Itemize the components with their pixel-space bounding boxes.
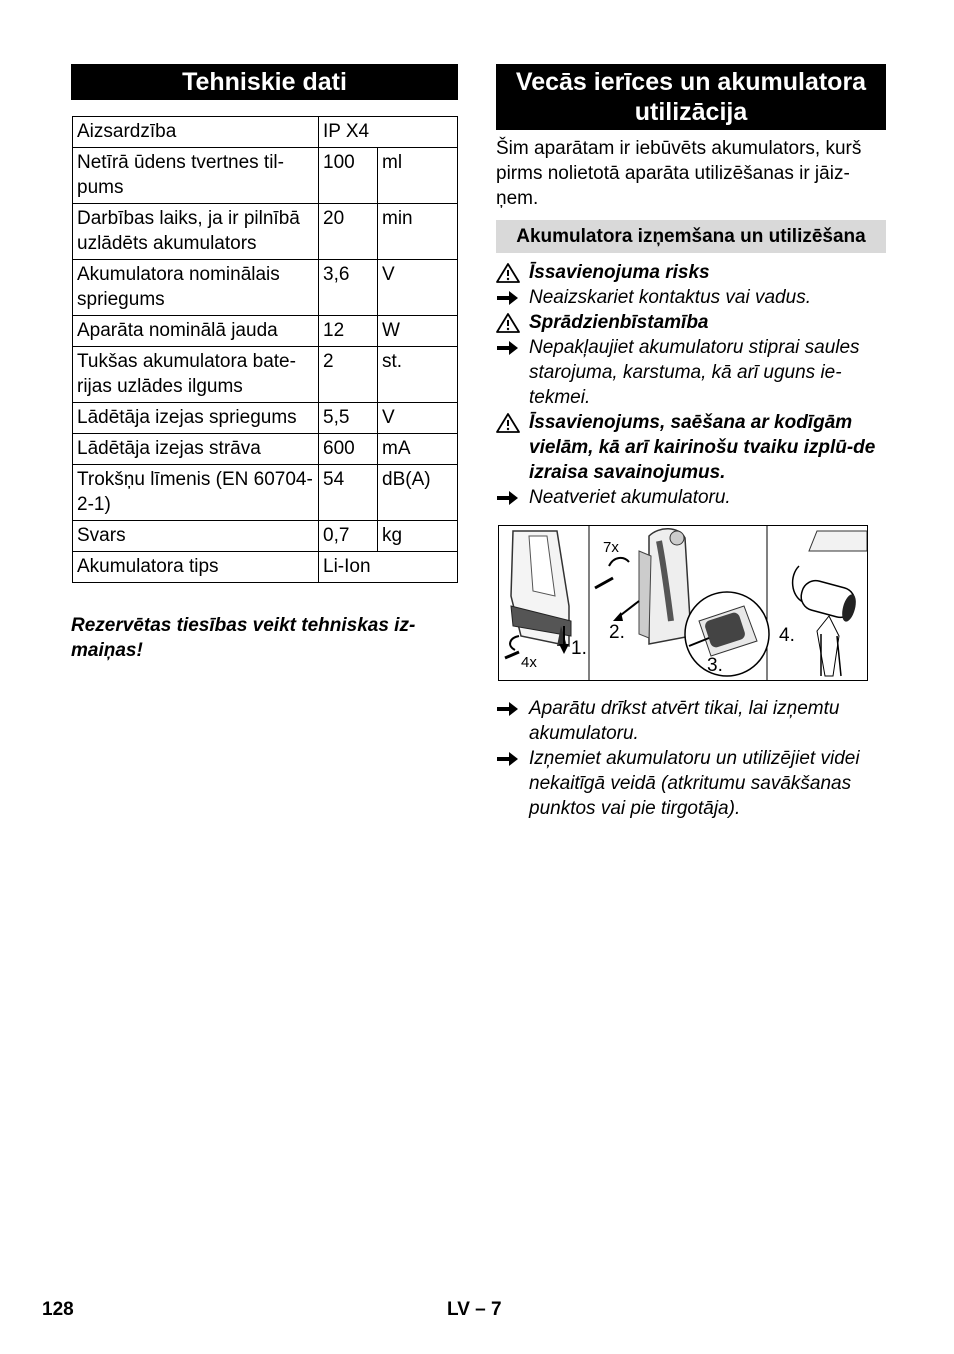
disposal-instructions-list: [496, 696, 886, 821]
arrow-right-icon: [496, 749, 520, 769]
screws-4x-label: 4x: [521, 654, 537, 671]
spec-unit: st.: [378, 347, 458, 403]
step-2-label: 2.: [609, 622, 625, 643]
spec-unit: V: [378, 403, 458, 434]
spec-row: [73, 434, 458, 465]
spec-label: Akumulatora nominālais spriegums: [73, 260, 319, 316]
arrow-right-icon: [496, 288, 520, 308]
spec-value: 20: [319, 204, 378, 260]
step-3-label: 3.: [707, 655, 723, 676]
spec-label: Darbības laiks, ja ir pilnībā uzlādēts akumulators: [73, 204, 319, 260]
spec-label: Lādētāja izejas strāva: [73, 434, 319, 465]
step-4-label: 4.: [779, 625, 795, 646]
spec-value: 3,6: [319, 260, 378, 316]
spec-row: [73, 347, 458, 403]
spec-row: [73, 260, 458, 316]
warning-triangle-icon: [496, 263, 520, 283]
spec-label: Aizsardzība: [73, 117, 319, 148]
arrow-right-icon: [496, 699, 520, 719]
spec-value: 12: [319, 316, 378, 347]
warning-item: [496, 410, 886, 485]
item-text: Īssavienojums, saēšana ar kodīgām vielām, kā arī kairinošu tvaiku izplū-de izraisa savainojumus.: [529, 412, 876, 483]
spec-label: Svars: [73, 521, 319, 552]
arrow-right-icon: [496, 488, 520, 508]
action-item: [496, 485, 886, 510]
spec-table: [72, 116, 458, 583]
spec-row: [73, 552, 458, 583]
spec-value: 600: [319, 434, 378, 465]
battery-removal-illustration: [499, 526, 867, 680]
item-text: Sprādzienbīstamība: [529, 312, 709, 333]
disposal-intro: Šim aparātam ir iebūvēts akumulators, kurš pirms nolietotā aparāta utilizēšanas ir jāiz-ņem.: [496, 138, 862, 209]
warning-triangle-icon: [496, 413, 520, 433]
action-item: [496, 285, 886, 310]
screws-7x-label: 7x: [603, 539, 619, 556]
spec-row: [73, 316, 458, 347]
item-text: Aparātu drīkst atvērt tikai, lai izņemtu akumulatoru.: [529, 698, 840, 744]
section-title-technical-data: Tehniskie dati: [71, 64, 458, 100]
spec-row: [73, 148, 458, 204]
item-text: Nepakļaujiet akumulatoru stiprai saules starojuma, karstuma, kā arī uguns ie-tekmei.: [529, 337, 860, 408]
spec-unit: V: [378, 260, 458, 316]
step-1-label: 1.: [571, 638, 587, 659]
spec-label: Tukšas akumulatora bate-rijas uzlādes ilgums: [73, 347, 319, 403]
spec-value: 54: [319, 465, 378, 521]
action-item: [496, 696, 886, 746]
subheading-battery-removal: Akumulatora izņemšana un utilizēšana: [496, 220, 886, 253]
warning-item: [496, 260, 886, 285]
technical-data-section: [71, 64, 458, 663]
safety-list: [496, 260, 886, 510]
spec-unit: kg: [378, 521, 458, 552]
spec-value: 100: [319, 148, 378, 204]
item-text: Izņemiet akumulatoru un utilizējiet videi nekaitīgā veidā (atkritumu savākšanas punktos vai pie tirgotāja).: [529, 748, 860, 819]
spec-value: 2: [319, 347, 378, 403]
spec-label: Trokšņu līmenis (EN 60704-2-1): [73, 465, 319, 521]
spec-value: 5,5: [319, 403, 378, 434]
disposal-section: [496, 64, 886, 821]
spec-row: [73, 117, 458, 148]
page-number: 128: [42, 1299, 74, 1320]
warning-triangle-icon: [496, 313, 520, 333]
spec-unit: dB(A): [378, 465, 458, 521]
spec-value: 0,7: [319, 521, 378, 552]
spec-row: [73, 204, 458, 260]
warning-item: [496, 310, 886, 335]
section-title-disposal: Vecās ierīces un akumulatora utilizācija: [496, 64, 886, 130]
spec-unit: W: [378, 316, 458, 347]
spec-label: Netīrā ūdens tvertnes til-pums: [73, 148, 319, 204]
spec-unit: mA: [378, 434, 458, 465]
spec-value: IP X4: [319, 117, 458, 148]
action-item: [496, 746, 886, 821]
spec-row: [73, 465, 458, 521]
spec-row: [73, 521, 458, 552]
language-page-code: LV – 7: [447, 1299, 502, 1320]
spec-value: Li-Ion: [319, 552, 458, 583]
spec-label: Aparāta nominālā jauda: [73, 316, 319, 347]
spec-unit: min: [378, 204, 458, 260]
item-text: Neaizskariet kontaktus vai vadus.: [529, 287, 811, 308]
arrow-right-icon: [496, 338, 520, 358]
spec-row: [73, 403, 458, 434]
item-text: Īssavienojuma risks: [529, 262, 710, 283]
spec-label: Lādētāja izejas spriegums: [73, 403, 319, 434]
item-text: Neatveriet akumulatoru.: [529, 487, 731, 508]
spec-label: Akumulatora tips: [73, 552, 319, 583]
action-item: [496, 335, 886, 410]
technical-changes-notice: Rezervētas tiesības veikt tehniskas iz-maiņas!: [71, 615, 416, 661]
spec-unit: ml: [378, 148, 458, 204]
battery-removal-figure: [498, 525, 868, 681]
